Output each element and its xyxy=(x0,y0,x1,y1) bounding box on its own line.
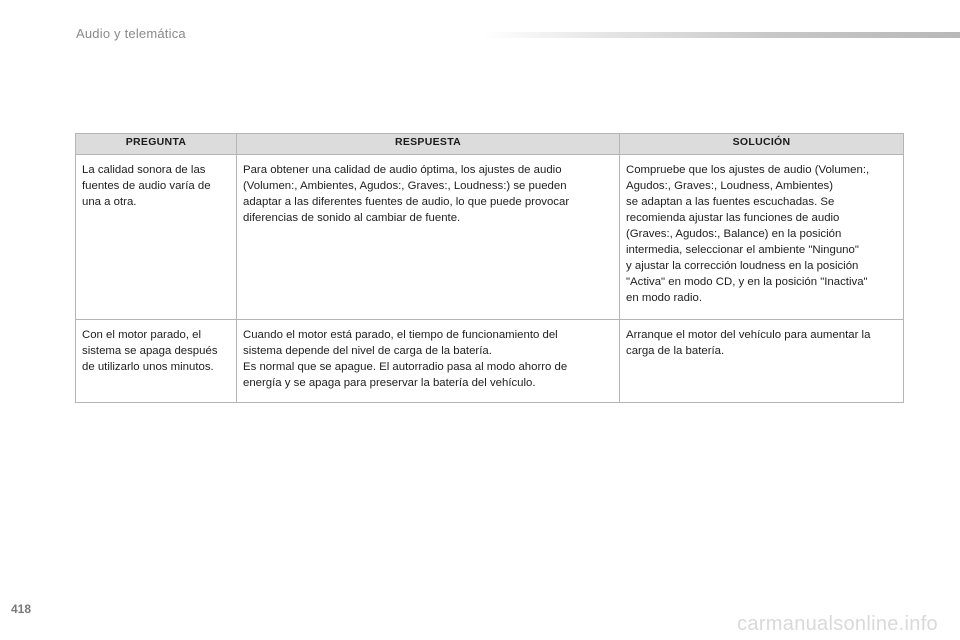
respuesta-text: Para obtener una calidad de audio óptima, los ajustes de audio (Volumen:, Ambientes, Agudos:, Graves:, Loudness:) se pueden adaptar a las diferentes fuentes de audio, lo que puede provocar diferencias de sonido al cambiar de fuente. xyxy=(243,164,570,224)
header-gradient-bar xyxy=(482,32,960,38)
solucion-cell xyxy=(620,320,904,403)
pregunta-cell xyxy=(76,155,237,320)
troubleshooting-table xyxy=(75,133,904,403)
page-number: 418 xyxy=(11,602,32,616)
solucion-text: Arranque el motor del vehículo para aumentar la carga de la batería. xyxy=(626,329,871,357)
pregunta-text: La calidad sonora de las fuentes de audio varía de una a otra. xyxy=(82,164,211,208)
solucion-cell xyxy=(620,155,904,320)
table-row xyxy=(76,320,904,403)
table-header-row xyxy=(76,134,904,155)
column-header-pregunta: PREGUNTA xyxy=(76,134,237,155)
column-header-solucion: SOLUCIÓN xyxy=(620,134,904,155)
respuesta-text: Cuando el motor está parado, el tiempo de funcionamiento del sistema depende del nivel de carga de la batería. Es normal que se apague. El autorradio pasa al modo ahorro de energía y se apaga para preservar la batería del vehículo. xyxy=(243,329,568,389)
column-header-respuesta: RESPUESTA xyxy=(237,134,620,155)
solucion-text: Compruebe que los ajustes de audio (Volumen:, Agudos:, Graves:, Loudness, Ambientes) se adaptan a las fuentes escuchadas. Se recomienda ajustar las funciones de audio (Graves:, Agudos:, Balance) en la posición intermedia, seleccionar el ambiente "Ninguno" y ajustar la corrección loudness en la posición "Activa" en modo CD, y en la posición "Inactiva" en modo radio. xyxy=(626,164,870,304)
pregunta-text: Con el motor parado, el sistema se apaga después de utilizarlo unos minutos. xyxy=(82,329,218,373)
respuesta-cell xyxy=(237,320,620,403)
table-row xyxy=(76,155,904,320)
respuesta-cell xyxy=(237,155,620,320)
watermark-text: carmanualsonline.info xyxy=(737,613,938,635)
section-title: Audio y telemática xyxy=(76,26,186,41)
pregunta-cell xyxy=(76,320,237,403)
